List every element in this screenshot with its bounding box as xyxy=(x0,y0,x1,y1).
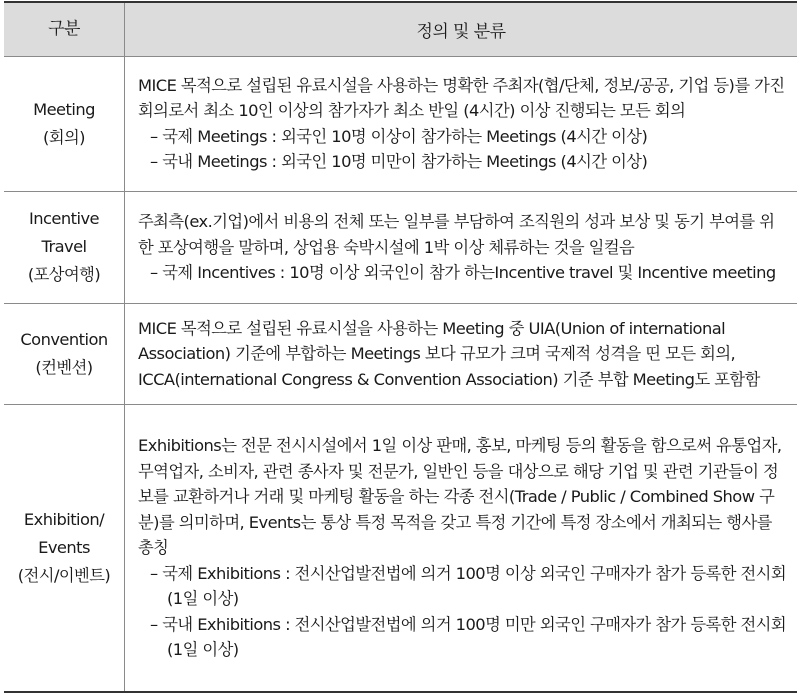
table-row xyxy=(4,404,797,692)
definition-text: Exhibitions는 전문 전시시설에서 1일 이상 판매, 홍보, 마케팅 등의 활동을 함으로써 유통업자, 무역업자, 소비자, 관련 종사자 및 전문가, 일반인 등을 대상으로 해당 기업 및 관련 기관들이 정보를 교환하거나 거래 및 마케팅 활동을 하는 각종 전시(Trade / Public / Combined Show 구분)를 의미하며, Events는 통상 특정 목적을 갖고 특정 기간에 특정 장소에서 개최되는 행사를 총칭 xyxy=(138,436,782,558)
classification-item: – 국제 Meetings : 외국인 10명 이상이 참가하는 Meetings (4시간 이상) xyxy=(150,126,648,146)
table-row xyxy=(4,303,797,404)
definition-text: 주최측(ex.기업)에서 비용의 전체 또는 일부를 부담하여 조직원의 성과 보상 및 동기 부여를 위한 포상여행을 말하며, 상업용 숙박시설에 1박 이상 체류하는 것을 일컬음 xyxy=(138,212,775,257)
table-row xyxy=(4,192,797,303)
header-definition: 정의 및 분류 xyxy=(125,2,798,56)
definition-cell xyxy=(125,56,798,192)
table-header-row xyxy=(4,2,797,56)
classification-item: – 국내 Exhibitions : 전시산업발전법에 의거 100명 미만 외국인 구매자가 참가 등록한 전시회(1일 이상) xyxy=(150,614,787,660)
category-korean: (컨벤션) xyxy=(35,357,93,377)
category-cell xyxy=(4,192,125,303)
definition-cell xyxy=(125,192,798,303)
definition-text: MICE 목적으로 설립된 유료시설을 사용하는 명확한 주최자(협/단체, 정보/공공, 기업 등)를 가진 회의로서 최소 10인 이상의 참가자가 최소 반일 (4시간) 이상 진행되는 모든 회의 xyxy=(138,75,785,121)
definition-cell xyxy=(125,303,798,404)
category-cell xyxy=(4,404,125,692)
category-korean: (포상여행) xyxy=(27,265,101,285)
table-row xyxy=(4,56,797,192)
category-korean: (회의) xyxy=(43,127,85,147)
definition-text: MICE 목적으로 설립된 유료시설을 사용하는 Meeting 중 UIA(Union of international Association) 기준에 부합하는 Meetings 보다 규모가 크며 국제적 성격을 띤 모든 회의, ICCA(international Congress & Convention Association) 기준 부합 Meeting도 포함함 xyxy=(138,318,760,389)
category-korean: (전시/이벤트) xyxy=(17,565,111,585)
category-name: Meeting xyxy=(33,99,95,119)
mice-definition-table xyxy=(4,1,797,693)
category-name: Convention xyxy=(20,329,108,349)
classification-item: – 국제 Incentives : 10명 이상 외국인이 참가 하는Incentive travel 및 Incentive meeting xyxy=(150,263,776,283)
header-category: 구분 xyxy=(4,2,125,56)
classification-item: – 국제 Exhibitions : 전시산업발전법에 의거 100명 이상 외국인 구매자가 참가 등록한 전시회(1일 이상) xyxy=(150,563,787,609)
category-name-2: Travel xyxy=(41,237,87,257)
category-name-2: Events xyxy=(38,537,90,557)
category-name: Exhibition/ xyxy=(23,509,105,529)
category-cell xyxy=(4,56,125,192)
definition-cell xyxy=(125,404,798,692)
category-name: Incentive xyxy=(28,209,100,229)
classification-item: – 국내 Meetings : 외국인 10명 미만이 참가하는 Meetings (4시간 이상) xyxy=(150,152,648,172)
category-cell xyxy=(4,303,125,404)
